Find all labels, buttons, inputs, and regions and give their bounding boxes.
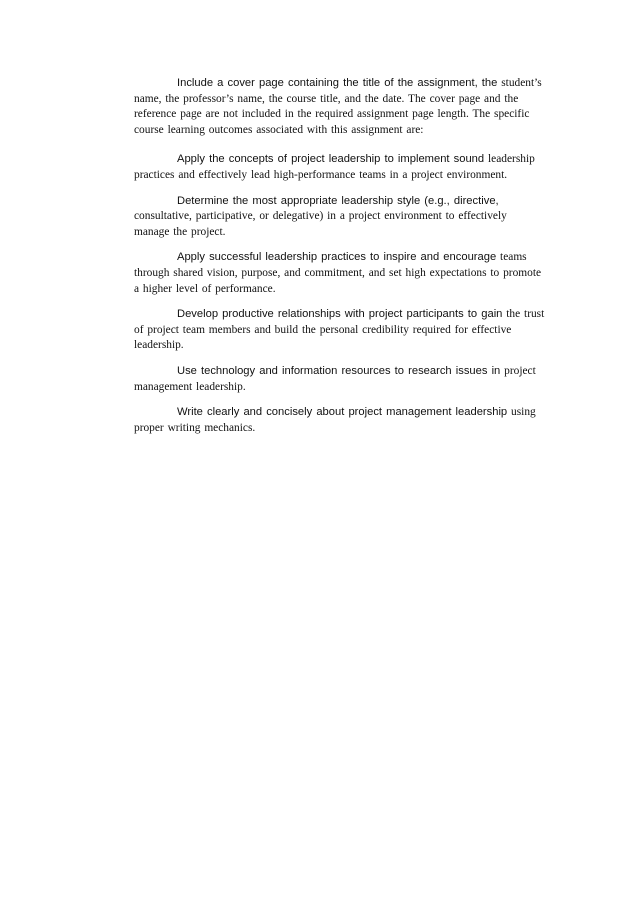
- paragraph-lead: Use technology and information resources to research issues in: [177, 364, 501, 377]
- paragraph-text: student’s name, the professor’s name, the course title, and the date. The cover page and the reference page are not included in the required assignment page length. The specific course learning outcomes associated with this assignment are:: [134, 77, 542, 136]
- outcome-paragraph: [134, 364, 546, 395]
- paragraph-text: leadership practices and effectively lead high-performance teams in a project environment.: [134, 153, 535, 181]
- cover-page-paragraph: [134, 76, 546, 138]
- document-body: [134, 76, 546, 446]
- paragraph-lead: Develop productive relationships with project participants to gain: [177, 308, 503, 321]
- outcome-paragraph: [134, 405, 546, 436]
- paragraph-lead: Write clearly and concisely about project management leadership: [177, 406, 508, 419]
- paragraph-lead: Determine the most appropriate leadership style (e.g., directive,: [177, 194, 499, 207]
- paragraph-text: using proper writing mechanics.: [134, 406, 536, 434]
- outcome-paragraph: [134, 307, 546, 354]
- paragraph-text: project management leadership.: [134, 364, 536, 393]
- paragraph-text: consultative, participative, or delegative) in a project environment to effectively manage the project.: [134, 210, 507, 238]
- outcome-paragraph: [134, 152, 546, 183]
- paragraph-text: the trust of project team members and build the personal credibility required for effective leadership.: [134, 308, 545, 352]
- paragraph-text: teams through shared vision, purpose, and commitment, and set high expectations to promote a higher level of performance.: [134, 251, 542, 295]
- paragraph-lead: Apply successful leadership practices to inspire and encourage: [177, 251, 497, 264]
- paragraph-lead: Include a cover page containing the title of the assignment, the: [177, 77, 498, 89]
- paragraph-lead: Apply the concepts of project leadership to implement sound: [177, 153, 485, 166]
- outcome-paragraph: [134, 250, 546, 297]
- outcome-paragraph: [134, 194, 546, 241]
